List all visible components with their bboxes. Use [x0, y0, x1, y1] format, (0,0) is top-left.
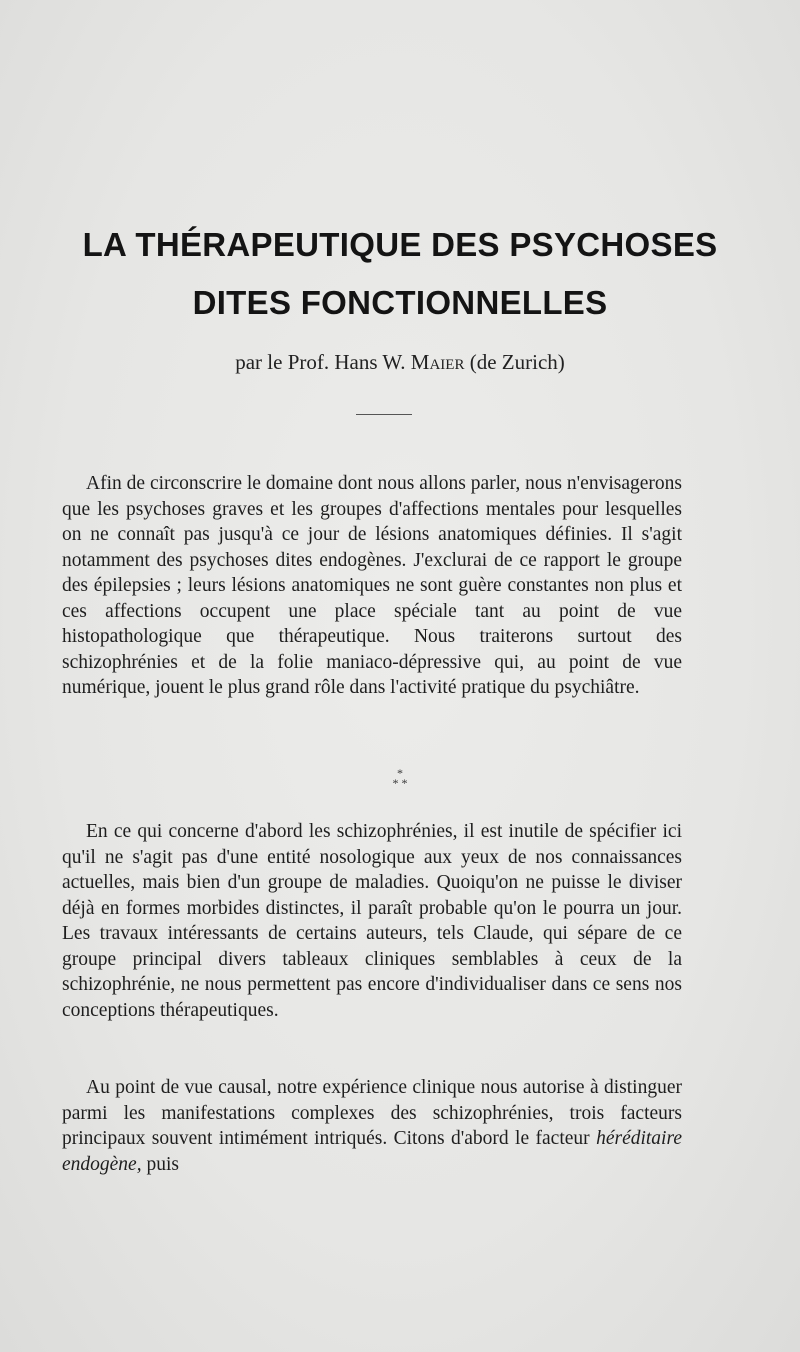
paragraph-schizophrenias: En ce qui concerne d'abord les schizophrénies, il est inutile de spécifier ici qu'il ne s'agit pas d'une entité nosologique aux yeux de nos connaissances actuelles, mais bien d'un groupe de maladies. Quoiqu'on ne puisse le diviser déjà en formes morbides distinctes, il paraît probable qu'on le pourra un jour. Les travaux intéressants de certains auteurs, tels Claude, qui sépare de ce groupe principal divers tableaux cliniques semblables à ceux de la schizophrénie, ne nous permettent pas encore d'individualiser dans ce sens nos conceptions thérapeutiques. [62, 821, 682, 1021]
asterism-bottom: * * [392, 776, 408, 790]
paragraph-causal [62, 1075, 682, 1177]
title-line-1: LA THÉRAPEUTIQUE DES PSYCHOSES [82, 226, 718, 263]
paragraph-causal-end: puis [146, 1153, 179, 1175]
asterism-top: * [397, 766, 403, 780]
paragraph-causal-emphasis: héréditaire endogène, [62, 1128, 682, 1175]
byline-prefix: par le Prof. Hans W. [235, 350, 406, 374]
byline-suffix: (de Zurich) [469, 350, 565, 374]
author-surname: Maier [410, 350, 465, 374]
section-asterism [0, 768, 800, 788]
paragraph-causal-text: Au point de vue causal, notre expérience clinique nous autorise à distinguer parmi les manifestations complexes des schizophrénies, trois facteurs principaux souvent intimément intriqués. Citons d'abord le facteur [62, 1077, 682, 1149]
paragraph-intro: Afin de circonscrire le domaine dont nous allons parler, nous n'envisagerons que les psychoses graves et les groupes d'affections mentales pour lesquelles on ne connaît pas jusqu'à ce jour de lésions anatomiques définies. Il s'agit notamment des psychoses dites endogènes. J'exclurai de ce rapport le groupe des épilepsies ; leurs lésions anatomiques ne sont guère constantes non plus et ces affections occupent une place spéciale tant au point de vue histopathologique que thérapeutique. Nous traiterons surtout des schizophrénies et de la folie maniaco-dépressive qui, au point de vue numérique, jouent le plus grand rôle dans l'activité pratique du psychiâtre. [62, 473, 682, 698]
byline [0, 350, 800, 375]
title-line-2: DITES FONCTIONNELLES [192, 284, 608, 321]
title-divider [356, 414, 412, 415]
